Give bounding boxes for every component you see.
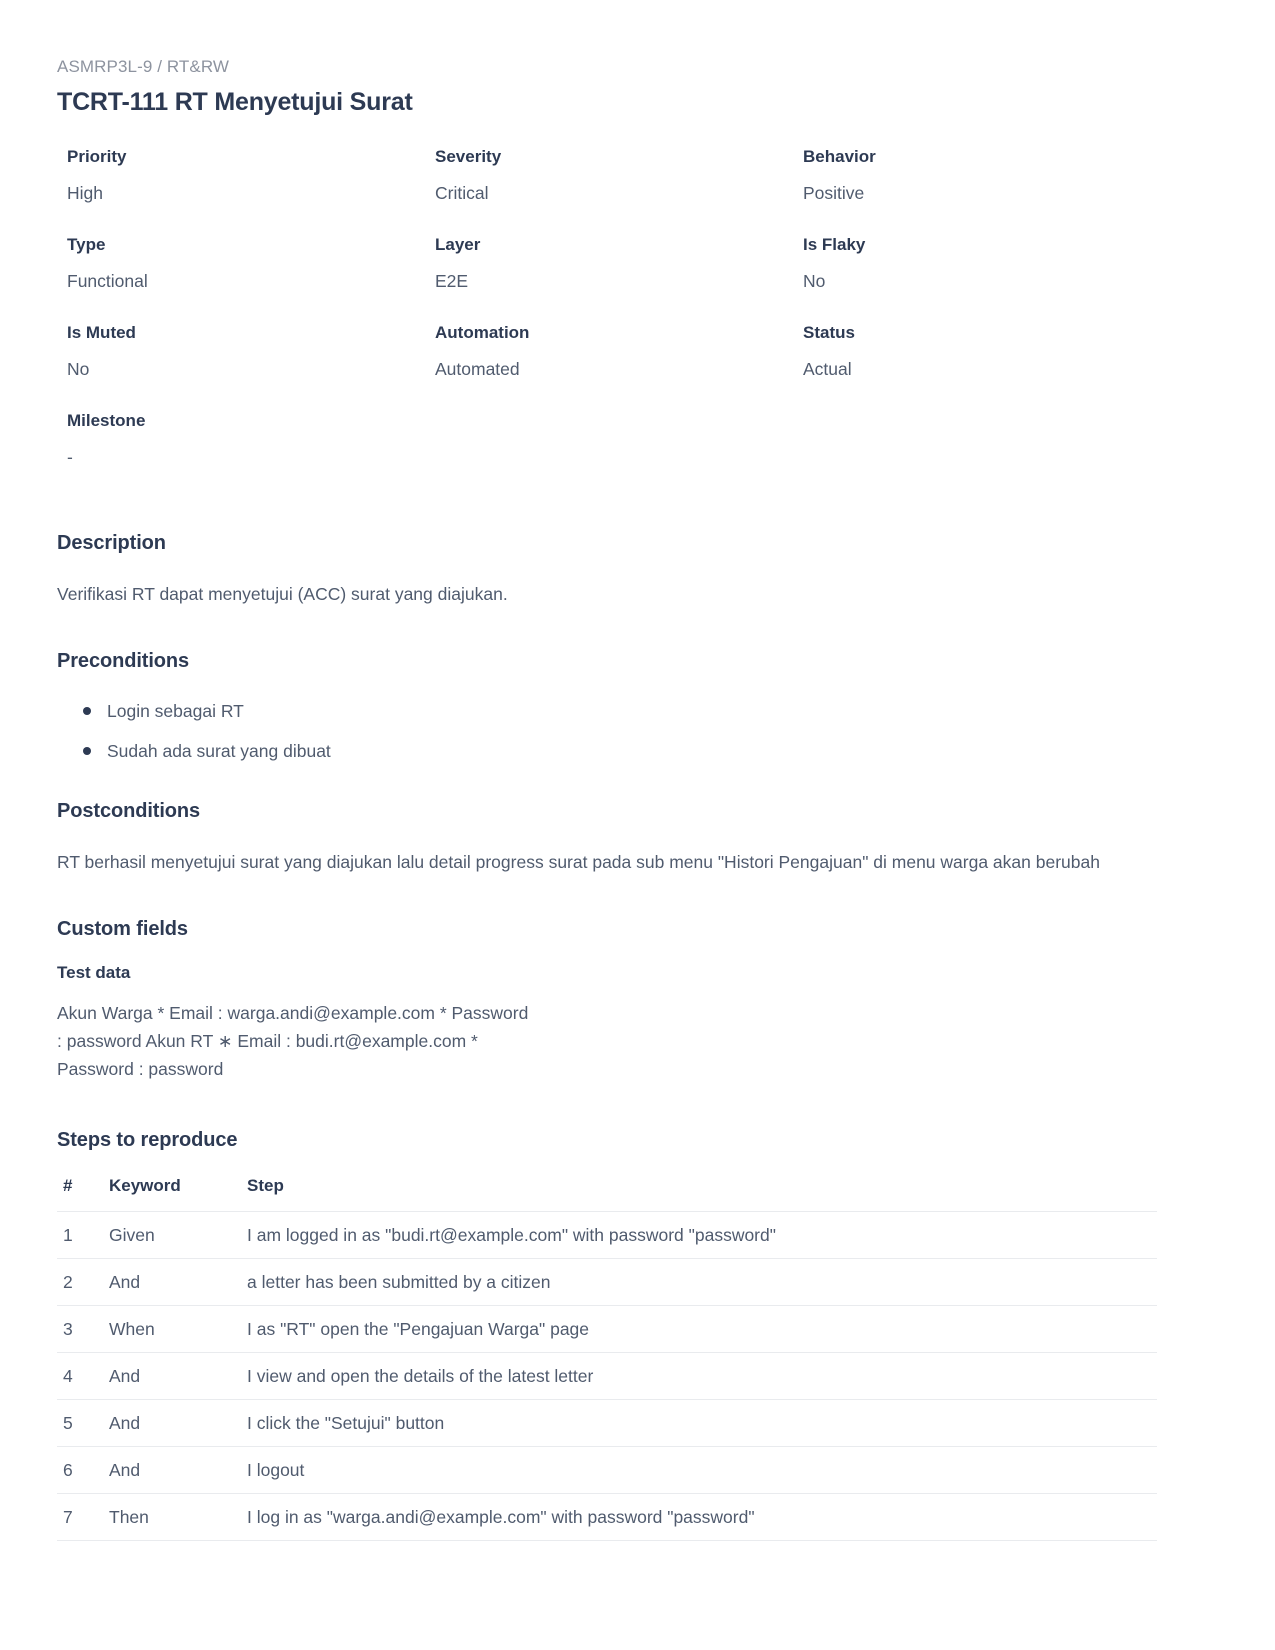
table-row [57, 1447, 1157, 1494]
precondition-item: Login sebagai RT [57, 701, 1215, 722]
property-value: High [67, 183, 103, 203]
step-number: 6 [57, 1447, 109, 1494]
step-number: 3 [57, 1306, 109, 1353]
step-text: I click the "Setujui" button [247, 1400, 1157, 1447]
postconditions-text: RT berhasil menyetujui surat yang diajukan lalu detail progress surat pada sub menu "Histori Pengajuan" di menu warga akan berubah [57, 852, 1100, 872]
postconditions-heading: Postconditions [57, 800, 201, 822]
table-row [57, 1353, 1157, 1400]
property-label: Status [803, 323, 855, 342]
property-priority [67, 147, 435, 204]
description-text: Verifikasi RT dapat menyetujui (ACC) surat yang diajukan. [57, 584, 508, 604]
property-label: Severity [435, 147, 502, 166]
steps-col-step: Step [247, 1176, 284, 1195]
property-status [803, 323, 1171, 380]
property-label: Priority [67, 147, 127, 166]
step-keyword: And [109, 1259, 247, 1306]
property-label: Layer [435, 235, 481, 254]
property-label: Behavior [803, 147, 876, 166]
property-behavior [803, 147, 1171, 204]
property-is-flaky [803, 235, 1171, 292]
property-label: Is Flaky [803, 235, 866, 254]
property-label: Type [67, 235, 106, 254]
step-number: 2 [57, 1259, 109, 1306]
property-value: No [803, 271, 826, 291]
property-value: Actual [803, 359, 852, 379]
step-keyword: And [109, 1447, 247, 1494]
step-text: I view and open the details of the latest letter [247, 1353, 1157, 1400]
property-automation [435, 323, 803, 380]
step-number: 4 [57, 1353, 109, 1400]
table-row [57, 1259, 1157, 1306]
custom-fields-heading: Custom fields [57, 918, 188, 940]
precondition-item: Sudah ada surat yang dibuat [57, 741, 1215, 762]
property-is-muted [67, 323, 435, 380]
property-value: Automated [435, 359, 520, 379]
breadcrumb: ASMRP3L-9 / RT&RW [57, 57, 230, 76]
step-text: I logout [247, 1447, 1157, 1494]
step-number: 1 [57, 1212, 109, 1259]
step-keyword: And [109, 1353, 247, 1400]
step-keyword: And [109, 1400, 247, 1447]
property-value: Functional [67, 271, 148, 291]
property-label: Milestone [67, 411, 146, 430]
properties-grid [67, 147, 1215, 468]
step-text: a letter has been submitted by a citizen [247, 1259, 1157, 1306]
property-milestone [67, 411, 435, 468]
custom-field-label: Test data [57, 963, 131, 982]
step-text: I as "RT" open the "Pengajuan Warga" page [247, 1306, 1157, 1353]
table-row [57, 1400, 1157, 1447]
preconditions-list [57, 701, 1215, 762]
property-type [67, 235, 435, 292]
property-label: Is Muted [67, 323, 136, 342]
property-value: No [67, 359, 90, 379]
test-data-line: Password : password [57, 1059, 224, 1079]
property-value: Positive [803, 183, 865, 203]
property-value: Critical [435, 183, 489, 203]
steps-col-number: # [63, 1176, 73, 1195]
table-row [57, 1306, 1157, 1353]
property-value: E2E [435, 271, 469, 291]
step-keyword: When [109, 1306, 247, 1353]
preconditions-heading: Preconditions [57, 650, 190, 672]
property-layer [435, 235, 803, 292]
step-number: 5 [57, 1400, 109, 1447]
table-row [57, 1212, 1157, 1259]
step-keyword: Given [109, 1212, 247, 1259]
steps-col-keyword: Keyword [109, 1176, 181, 1195]
test-data-value [57, 999, 1215, 1083]
step-number: 7 [57, 1494, 109, 1541]
step-keyword: Then [109, 1494, 247, 1541]
test-data-line: : password Akun RT ∗ Email : budi.rt@example.com * [57, 1031, 478, 1051]
page-title: TCRT-111 RT Menyetujui Surat [57, 88, 413, 116]
property-value: - [67, 447, 73, 467]
step-text: I am logged in as "budi.rt@example.com" with password "password" [247, 1212, 1157, 1259]
steps-header-row [57, 1176, 1157, 1212]
table-row [57, 1494, 1157, 1541]
description-heading: Description [57, 532, 166, 554]
step-text: I log in as "warga.andi@example.com" with password "password" [247, 1494, 1157, 1541]
steps-heading: Steps to reproduce [57, 1129, 238, 1151]
property-severity [435, 147, 803, 204]
steps-table [57, 1176, 1157, 1541]
test-data-line: Akun Warga * Email : warga.andi@example.com * Password [57, 1003, 529, 1023]
property-label: Automation [435, 323, 530, 342]
